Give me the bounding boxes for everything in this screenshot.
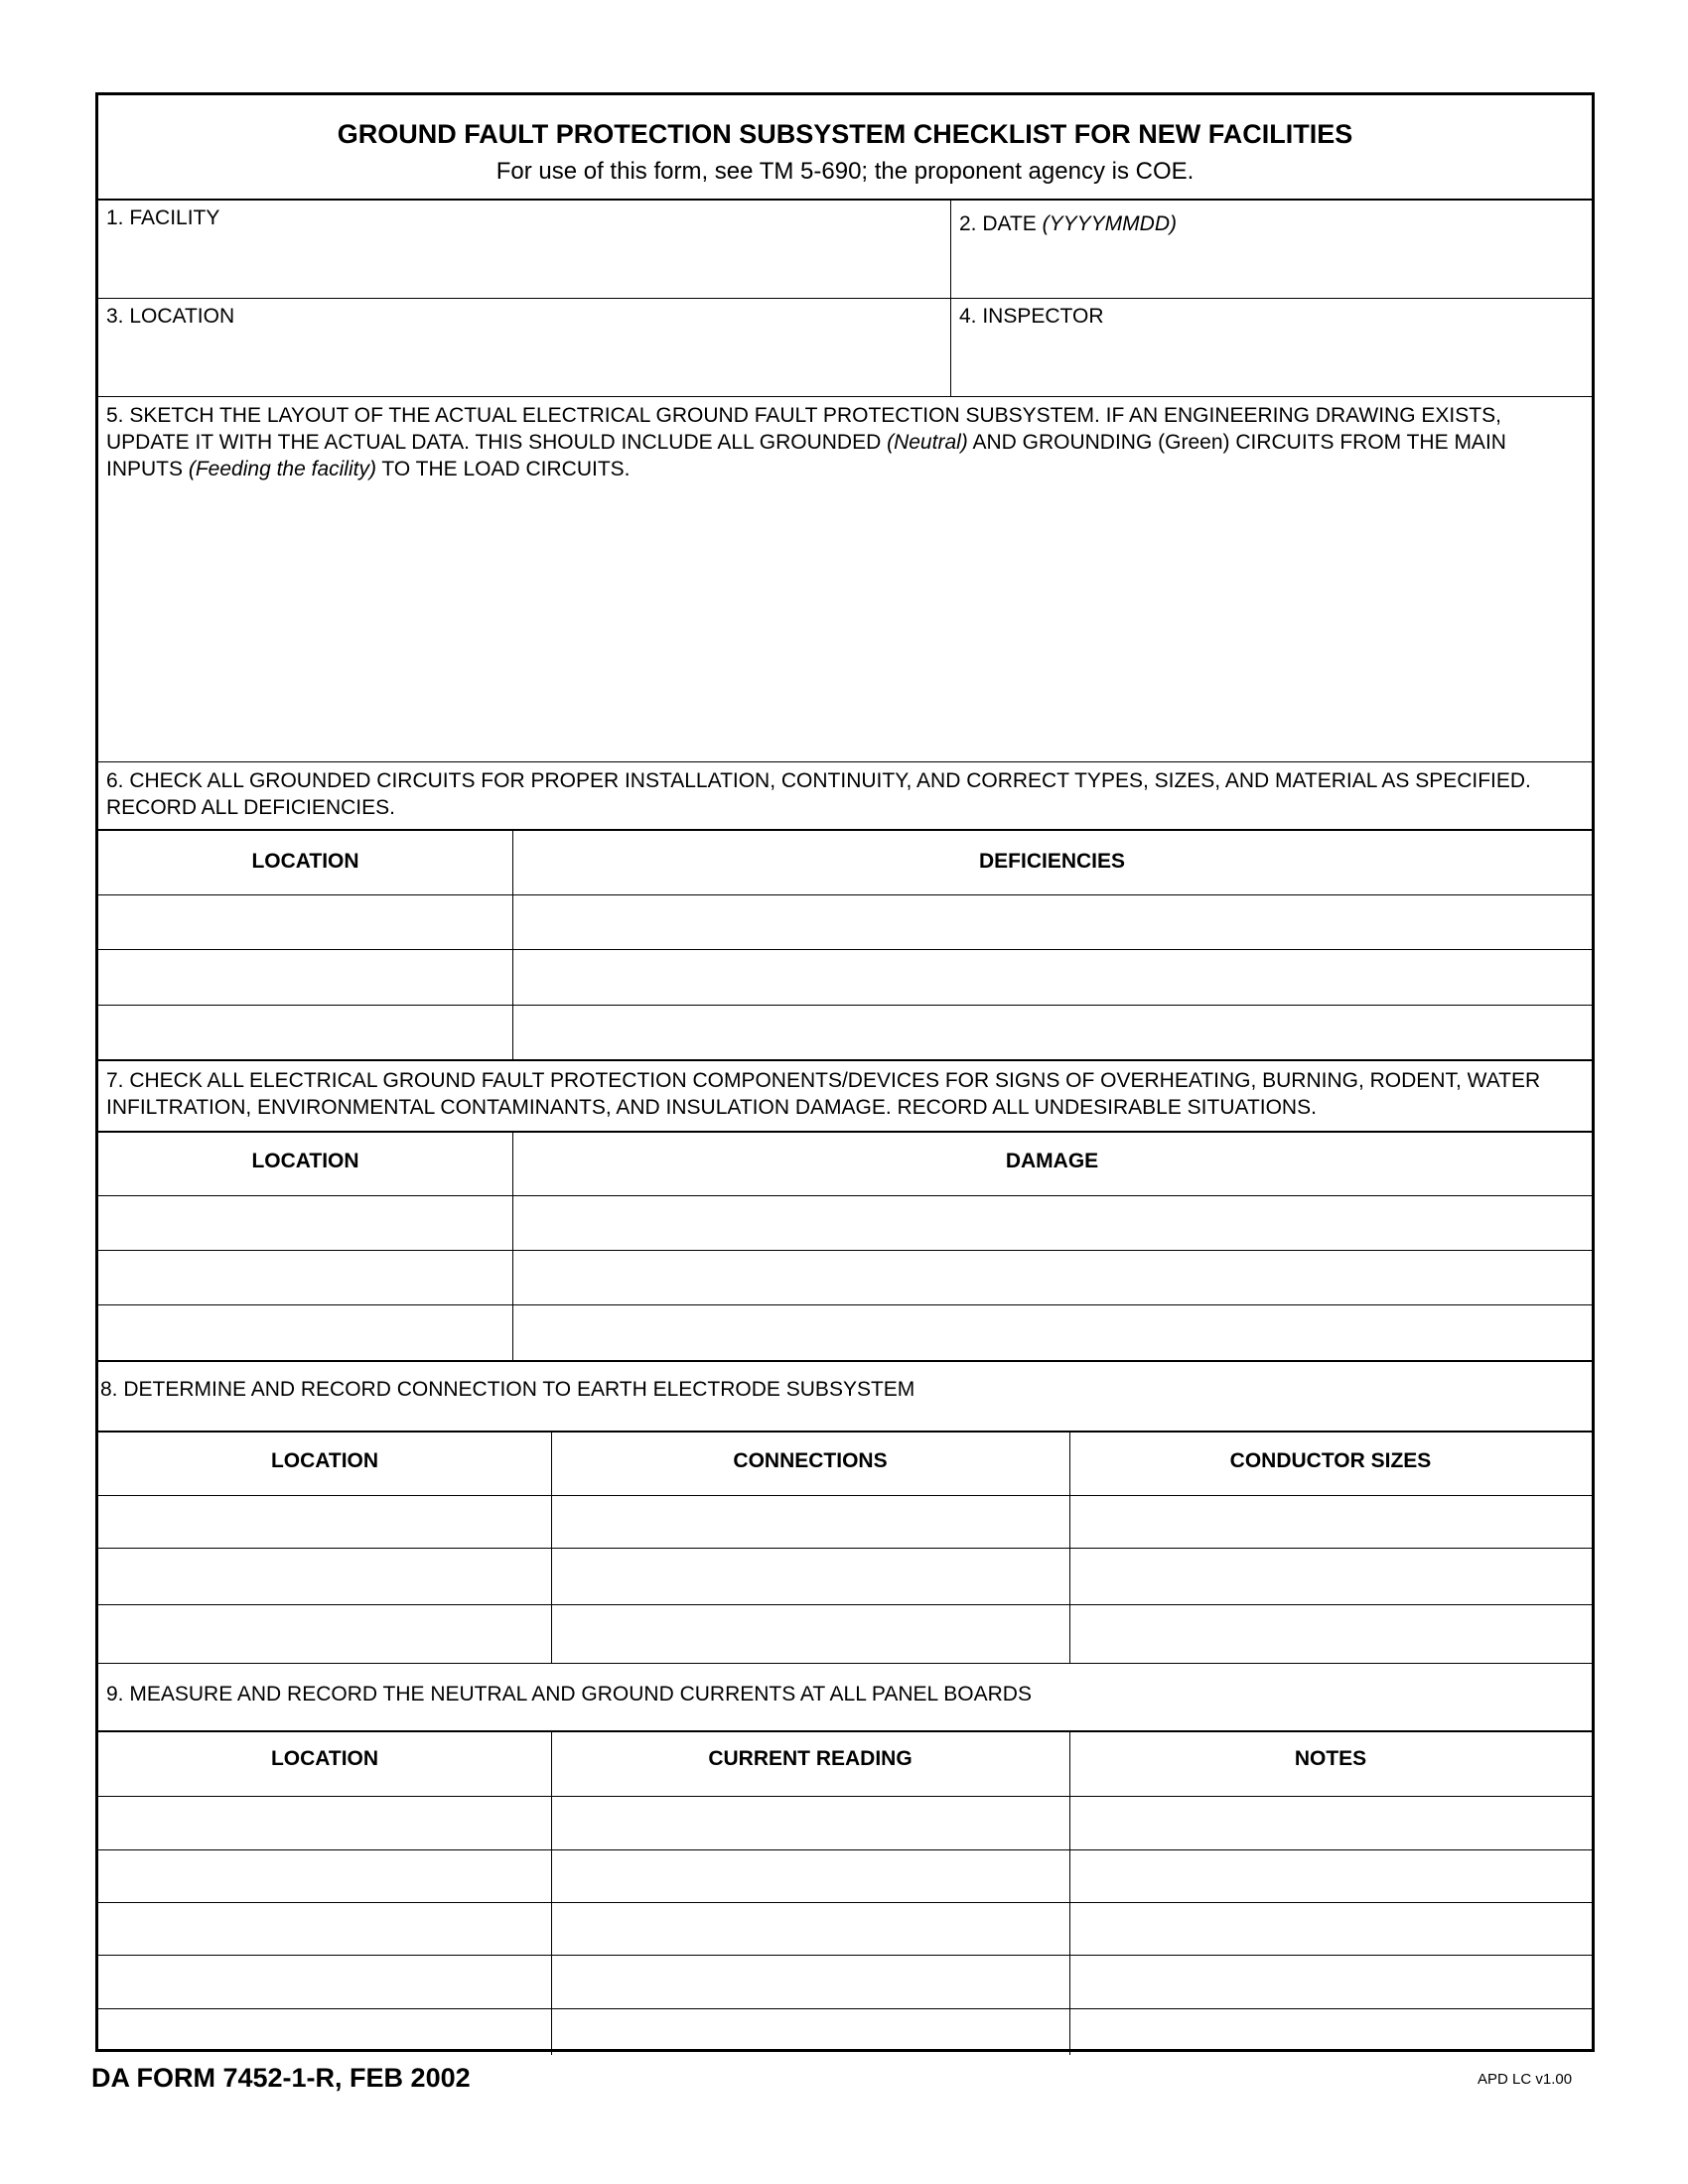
location-label: 3. LOCATION bbox=[106, 305, 235, 328]
facility-field[interactable] bbox=[98, 201, 951, 299]
date-field[interactable] bbox=[951, 201, 1592, 299]
section5-instructions: 5. SKETCH THE LAYOUT OF THE ACTUAL ELECTRICAL GROUND FAULT PROTECTION SUBSYSTEM. IF AN ENGINEERING DRAWING EXISTS, UPDATE IT WITH THE ACTUAL DATA. THIS SHOULD INCLUDE ALL GROUNDED (Neutral) AND GROUNDING (Green) CIRCUITS FROM THE MAIN INPUTS (Feeding the facility) TO THE LOAD CIRCUITS. bbox=[106, 404, 1506, 480]
inspector-field[interactable] bbox=[951, 299, 1592, 397]
facility-label: 1. FACILITY bbox=[106, 206, 220, 229]
section6-header bbox=[98, 762, 1592, 831]
form-title: GROUND FAULT PROTECTION SUBSYSTEM CHECKLIST FOR NEW FACILITIES bbox=[337, 119, 1353, 149]
section6-instructions: 6. CHECK ALL GROUNDED CIRCUITS FOR PROPER INSTALLATION, CONTINUITY, AND CORRECT TYPES, SIZES, AND MATERIAL AS SPECIFIED. RECORD ALL DEFICIENCIES. bbox=[106, 769, 1531, 819]
section7-col-location: LOCATION bbox=[251, 1150, 359, 1172]
section9-col-location: LOCATION bbox=[270, 1747, 379, 1770]
section9-instructions: 9. MEASURE AND RECORD THE NEUTRAL AND GROUND CURRENTS AT ALL PANEL BOARDS bbox=[106, 1683, 1032, 1706]
inspector-label: 4. INSPECTOR bbox=[959, 305, 1104, 328]
location-field[interactable] bbox=[98, 299, 951, 397]
section8-col-location: LOCATION bbox=[270, 1449, 379, 1472]
date-format-hint: (YYYYMMDD) bbox=[1042, 212, 1177, 235]
date-label: 2. DATE (YYYYMMDD) bbox=[959, 212, 1177, 235]
sketch-area[interactable] bbox=[98, 397, 1592, 762]
section9-col-notes: NOTES bbox=[1294, 1747, 1367, 1770]
form-id: DA FORM 7452-1-R, FEB 2002 bbox=[91, 2063, 471, 2093]
section7-instructions: 7. CHECK ALL ELECTRICAL GROUND FAULT PROTECTION COMPONENTS/DEVICES FOR SIGNS OF OVERHEATING, BURNING, RODENT, WATER INFILTRATION, ENVIRONMENTAL CONTAMINANTS, AND INSULATION DAMAGE. RECORD ALL UNDESIRABLE SITUATIONS. bbox=[106, 1069, 1541, 1119]
section7-col-damage: DAMAGE bbox=[1005, 1150, 1099, 1172]
form-subtitle: For use of this form, see TM 5-690; the proponent agency is COE. bbox=[495, 158, 1195, 185]
section9-col-current-reading: CURRENT READING bbox=[708, 1747, 913, 1770]
section8-col-connections: CONNECTIONS bbox=[733, 1449, 888, 1472]
form-version: APD LC v1.00 bbox=[1477, 2071, 1573, 2088]
section8-col-conductor-sizes: CONDUCTOR SIZES bbox=[1229, 1449, 1432, 1472]
section6-col-deficiencies: DEFICIENCIES bbox=[978, 850, 1126, 873]
section6-col-location: LOCATION bbox=[251, 850, 359, 873]
checklist-form bbox=[95, 92, 1595, 2052]
section8-instructions: 8. DETERMINE AND RECORD CONNECTION TO EARTH ELECTRODE SUBSYSTEM bbox=[100, 1378, 915, 1401]
form-header bbox=[98, 95, 1592, 201]
